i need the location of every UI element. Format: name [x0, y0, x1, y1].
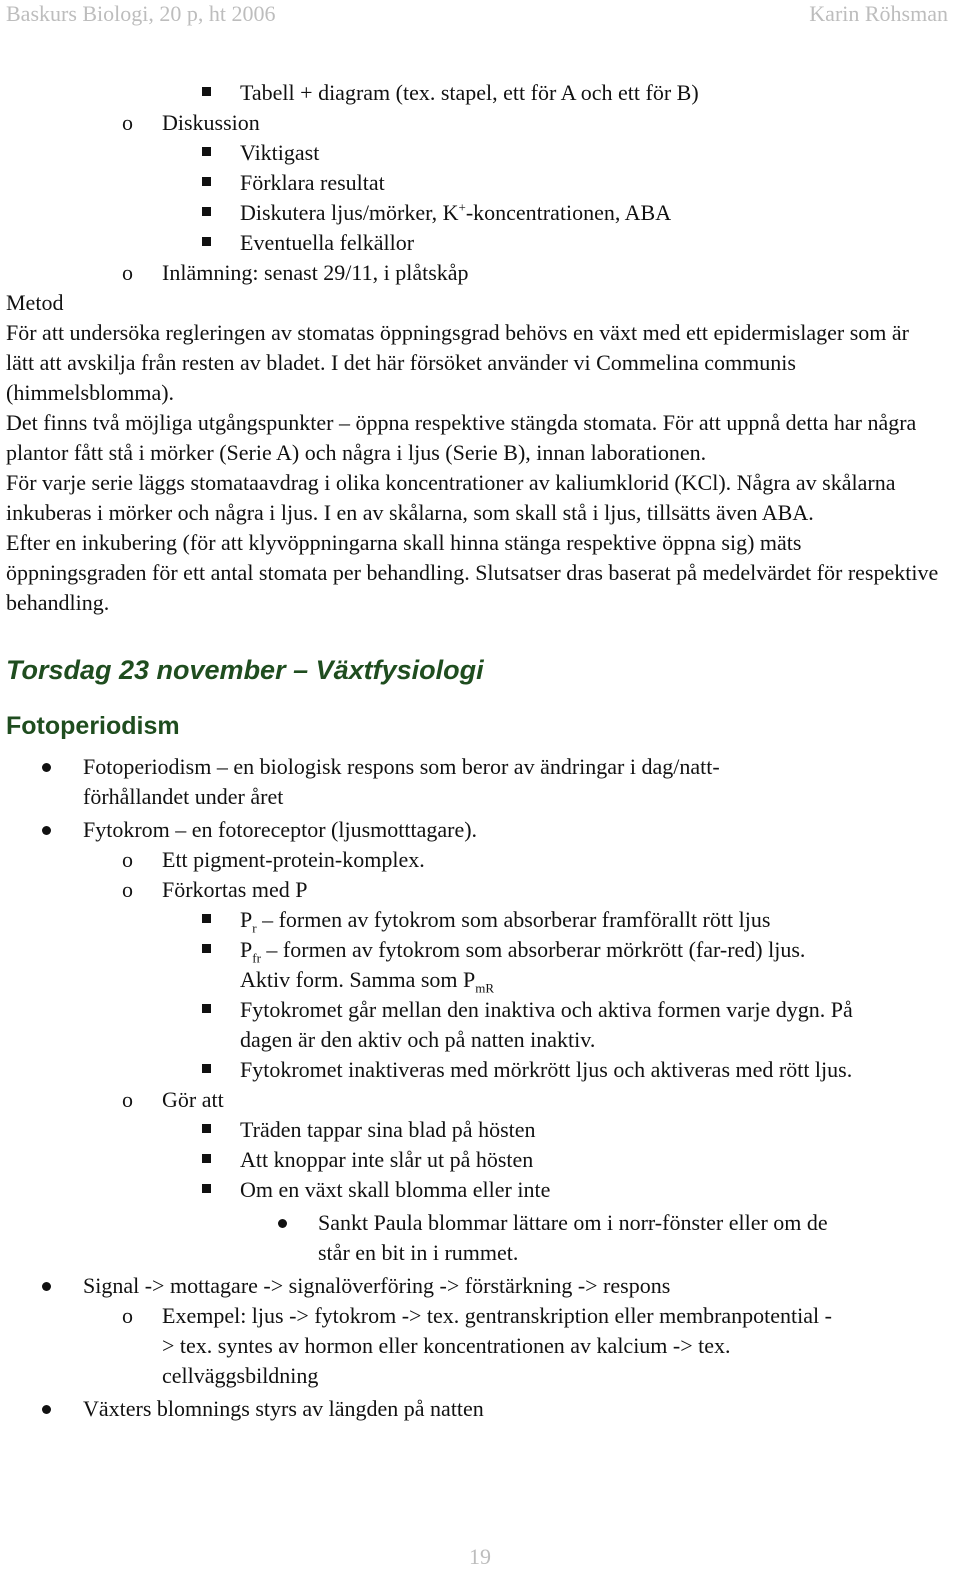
round-bullet-icon [42, 1282, 51, 1291]
list-item: o Exempel: ljus -> fytokrom -> tex. gentranskription eller membranpotential - [6, 1301, 954, 1331]
header-author: Karin Röhsman [809, 1, 948, 26]
list-item: Diskutera ljus/mörker, K+-koncentrationen, ABA [6, 198, 954, 228]
page-header [0, 0, 960, 34]
square-bullet-icon [202, 944, 211, 953]
square-bullet-icon [202, 1124, 211, 1133]
square-bullet-icon [202, 1004, 211, 1013]
section-title: Torsdag 23 november – Växtfysiologi [6, 655, 484, 685]
list-item: Förklara resultat [6, 168, 954, 198]
list-item-continuation: står en bit in i rummet. [318, 1240, 519, 1265]
list-item-continuation: dagen är den aktiv och på natten inaktiv. [240, 1027, 596, 1052]
circle-bullet-icon: o [122, 110, 133, 135]
list-item: o Gör att [6, 1085, 954, 1115]
list-item: Att knoppar inte slår ut på hösten [6, 1145, 954, 1175]
list-item: Växters blomnings styrs av längden på natten [6, 1394, 954, 1424]
list-item-continuation: förhållandet under året [83, 784, 284, 809]
square-bullet-icon [202, 1154, 211, 1163]
metod-paragraph: Efter en inkubering (för att klyvöppningarna skall hinna stänga respektive öppna sig) mäts öppningsgraden för ett antal stomata per behandling. Slutsatser dras baserat på medelvärdet för respektive behandling. [6, 530, 939, 615]
header-course-title: Baskurs Biologi, 20 p, ht 2006 [6, 1, 276, 26]
metod-paragraph: För att undersöka regleringen av stomatas öppningsgrad behövs en växt med ett epidermislager som är lätt att avskilja från resten av bladet. I det här försöket använder vi Commelina communis (himmelsblomma). [6, 320, 909, 405]
list-item: Fytokrom – en fotoreceptor (ljusmotttagare). [6, 815, 954, 845]
list-item: o Förkortas med P [6, 875, 954, 905]
square-bullet-icon [202, 177, 211, 186]
metod-heading: Metod [6, 290, 64, 315]
list-item: o Ett pigment-protein-komplex. [6, 845, 954, 875]
list-item: Fytokromet inaktiveras med mörkrött ljus och aktiveras med rött ljus. [6, 1055, 954, 1085]
square-bullet-icon [202, 147, 211, 156]
list-item-continuation: > tex. syntes av hormon eller koncentrationen av kalcium -> tex. [162, 1333, 731, 1358]
page-number: 19 [469, 1544, 491, 1569]
list-item: Signal -> mottagare -> signalöverföring -> förstärkning -> respons [6, 1271, 954, 1301]
circle-bullet-icon: o [122, 877, 133, 902]
list-item: $P_r$ – formen av fytokrom som absorberar framförallt rött ljus [6, 905, 954, 935]
document-body [6, 78, 954, 1424]
square-bullet-icon [202, 1184, 211, 1193]
round-bullet-icon [42, 763, 51, 772]
circle-bullet-icon: o [122, 1087, 133, 1112]
list-item: Tabell + diagram (tex. stapel, ett för A och ett för B) [6, 78, 954, 108]
round-bullet-icon [42, 826, 51, 835]
square-bullet-icon [202, 914, 211, 923]
square-bullet-icon [202, 237, 211, 246]
list-item: Viktigast [6, 138, 954, 168]
square-bullet-icon [202, 1064, 211, 1073]
circle-bullet-icon: o [122, 1303, 133, 1328]
list-item: Träden tappar sina blad på hösten [6, 1115, 954, 1145]
subsection-title: Fotoperiodism [6, 712, 180, 740]
square-bullet-icon [202, 207, 211, 216]
round-bullet-icon [278, 1219, 287, 1228]
square-bullet-icon [202, 87, 211, 96]
list-item: o Diskussion [6, 108, 954, 138]
circle-bullet-icon: o [122, 847, 133, 872]
list-item: Om en växt skall blomma eller inte [6, 1175, 954, 1205]
list-item: Fytokromet går mellan den inaktiva och aktiva formen varje dygn. På [6, 995, 954, 1025]
list-item: Eventuella felkällor [6, 228, 954, 258]
metod-paragraph: Det finns två möjliga utgångspunkter – öppna respektive stängda stomata. För att uppnå detta har några plantor fått stå i mörker (Serie A) och några i ljus (Serie B), innan laborationen. [6, 410, 917, 465]
list-item-continuation: Aktiv form. Samma som $P_{mR}$ [240, 967, 495, 996]
circle-bullet-icon: o [122, 260, 133, 285]
list-item: Fotoperiodism – en biologisk respons som beror av ändringar i dag/natt- [6, 752, 954, 782]
round-bullet-icon [42, 1405, 51, 1414]
list-item: o Inlämning: senast 29/11, i plåtskåp [6, 258, 954, 288]
list-item: Sankt Paula blommar lättare om i norr-fönster eller om de [6, 1208, 954, 1238]
list-item-continuation: cellväggsbildning [162, 1363, 319, 1388]
metod-paragraph: För varje serie läggs stomataavdrag i olika koncentrationer av kaliumklorid (KCl). Några av skålarna inkuberas i mörker och några i ljus. I en av skålarna, som skall stå i ljus, tillsätts även ABA. [6, 470, 896, 525]
list-item: $P_{fr}$ – formen av fytokrom som absorberar mörkrött (far-red) ljus. [6, 935, 954, 965]
